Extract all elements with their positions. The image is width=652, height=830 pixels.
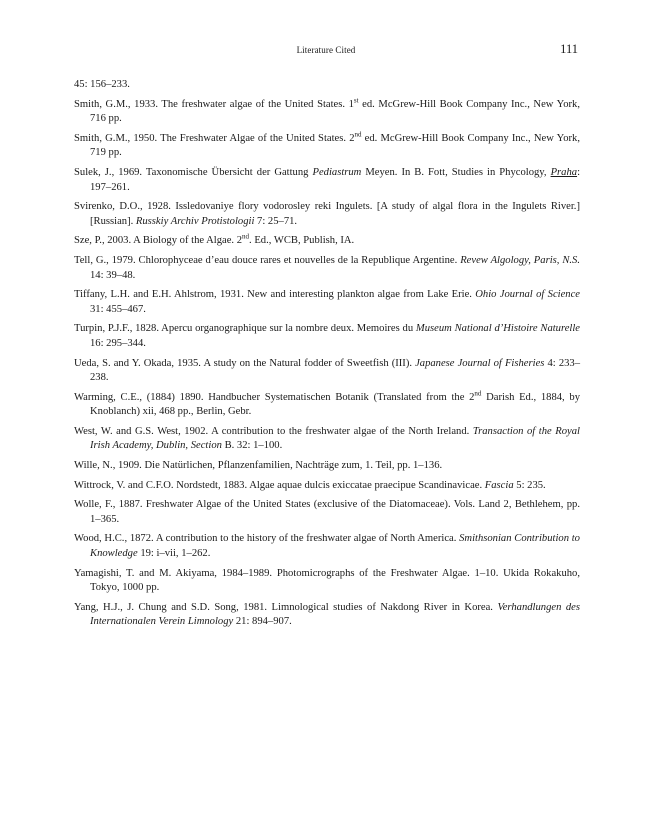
reference-entry: Smith, G.M., 1950. The Freshwater Algae of the United States. 2nd ed. McGrew-Hill Book Company Inc., New York, 719 pp. (74, 130, 580, 159)
reference-entry: Tiffany, L.H. and E.H. Ahlstrom, 1931. New and interesting plankton algae from Lake Erie. Ohio Journal of Science 31: 455–467. (74, 289, 580, 315)
running-title: Literature Cited (296, 45, 356, 55)
reference-entry: Warming, C.E., (1884) 1890. Handbucher Systematischen Botanik (Translated from the 2nd Darish Ed., 1884, by Knoblanch) xii, 468 pp., Berlin, Gebr. (74, 389, 580, 418)
reference-entry: Yang, H.J., J. Chung and S.D. Song, 1981. Limnological studies of Nakdong River in Korea. Verhandlungen des Internationalen Verein Limnology 21: 894–907. (74, 601, 580, 628)
reference-entry: West, W. and G.S. West, 1902. A contribution to the freshwater algae of the North Ireland. Transaction of the Royal Irish Academy, Dublin, Section B. 32: 1–100. (74, 425, 580, 452)
reference-entry: Smith, G.M., 1933. The freshwater algae of the United States. 1st ed. McGrew-Hill Book Company Inc., New York, 716 pp. (74, 96, 580, 125)
reference-entry: Wittrock, V. and C.F.O. Nordstedt, 1883. Algae aquae dulcis exiccatae praecipue Scandinavicae. Fascia 5: 235. (74, 479, 546, 491)
reference-entry: Yamagishi, T. and M. Akiyama, 1984–1989. Photomicrographs of the Freshwater Algae. 1–10. Ukida Rokakuho, Tokyo, 1000 pp. (74, 567, 580, 594)
reference-entry: Wolle, F., 1887. Freshwater Algae of the United States (exclusive of the Diatomaceae). Vols. Land 2, Bethlehem, pp. 1–365. (74, 499, 580, 525)
reference-entry: Sulek, J., 1969. Taxonomische Übersicht der Gattung Pediastrum Meyen. In B. Fott, Studies in Phycology, Praha: 197–261. (74, 166, 581, 193)
reference-entry: Turpin, P.J.F., 1828. Apercu organographique sur la nombre deux. Memoires du Museum National d’Histoire Naturelle 16: 295–344. (74, 323, 580, 349)
reference-entry: Wille, N., 1909. Die Natürlichen, Pflanzenfamilien, Nachträge zum, 1. Teil, pp. 1–136. (74, 460, 443, 472)
page-number: 111 (560, 42, 578, 56)
reference-entry: Tell, G., 1979. Chlorophyceae d’eau douce rares et nouvelles de la Republique Argentine. Revew Algology, Paris, N.S. 14: 39–48. (74, 254, 580, 281)
reference-entry: Ueda, S. and Y. Okada, 1935. A study on the Natural fodder of Sweetfish (III). Japanese Journal of Fisheries 4: 233–238. (74, 357, 581, 384)
reference-entry: Sze, P., 2003. A Biology of the Algae. 2nd. Ed., WCB, Publish, IA. (74, 232, 355, 247)
references-list (74, 78, 580, 635)
reference-entry: Svirenko, D.O., 1928. Issledovaniye flory vodorosley reki Ingulets. [A study of algal flora in the Ingulets River.] [Russian]. Russkiy Archiv Protistologii 7: 25–71. (74, 201, 580, 227)
reference-entry: Wood, H.C., 1872. A contribution to the history of the freshwater algae of North America. Smithsonian Contribution to Knowledge 19: i–vii, 1–262. (74, 533, 580, 560)
reference-entry: 45: 156–233. (74, 79, 130, 90)
